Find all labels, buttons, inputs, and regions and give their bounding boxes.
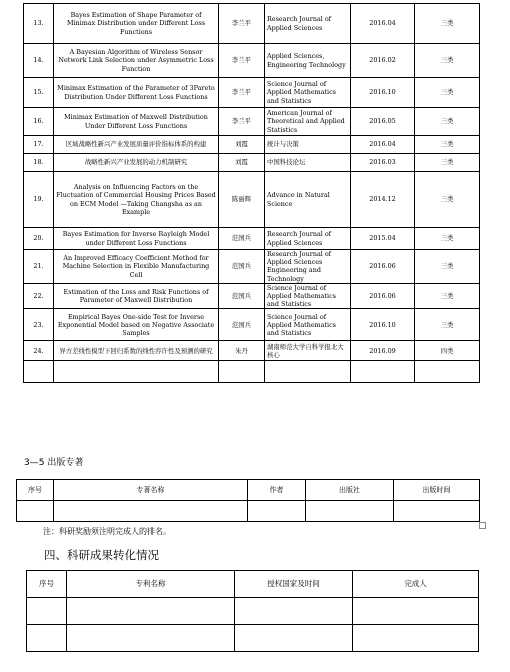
- paper-date: 2016.06: [351, 283, 415, 309]
- paper-date: 2014.12: [351, 172, 415, 228]
- paper-date: 2016.09: [351, 341, 415, 361]
- paper-rank: 三类: [415, 228, 480, 250]
- paper-date: 2015.04: [351, 228, 415, 250]
- empty-cell: [54, 501, 248, 522]
- empty-cell: [27, 625, 67, 652]
- paper-author: 陈丽辉: [219, 172, 265, 228]
- paper-rank: 三类: [415, 78, 480, 108]
- paper-journal: Applied Sciences, Engineering Technology: [265, 44, 351, 78]
- header-no: 序号: [27, 571, 67, 598]
- paper-journal: Advance in Natural Science: [265, 172, 351, 228]
- empty-cell: [54, 361, 219, 383]
- paper-row: [24, 228, 480, 250]
- paper-rank: 四类: [415, 341, 480, 361]
- paper-journal: 中国科技论坛: [265, 154, 351, 172]
- paper-number: 14.: [24, 44, 54, 78]
- paper-date: 2016.06: [351, 250, 415, 284]
- paper-author: 范国兵: [219, 309, 265, 341]
- paper-row: [24, 78, 480, 108]
- paper-number: 22.: [24, 283, 54, 309]
- paper-author: 李兰平: [219, 108, 265, 136]
- paper-date: 2016.03: [351, 154, 415, 172]
- paper-journal: Science Journal of Applied Mathematics and Statistics: [265, 309, 351, 341]
- paper-title: 战略性新兴产业发展的动力机制研究: [54, 154, 219, 172]
- paper-title: Estimation of the Loss and Risk Functions of Parameter of Maxwell Distribution: [54, 283, 219, 309]
- paper-rank: 三类: [415, 309, 480, 341]
- paper-row: [24, 283, 480, 309]
- empty-cell: [235, 598, 353, 625]
- empty-cell: [219, 361, 265, 383]
- monographs-table: [16, 479, 480, 522]
- paper-empty-row: [24, 361, 480, 383]
- paper-title: A Bayesian Algorithm of Wireless Sensor Network Link Selection under Asymmetric Loss Function: [54, 44, 219, 78]
- section-4-title: 四、科研成果转化情况: [44, 548, 159, 562]
- paper-number: 23.: [24, 309, 54, 341]
- empty-cell: [248, 501, 306, 522]
- paper-number: 18.: [24, 154, 54, 172]
- header-country-time: 授权国家及时间: [235, 571, 353, 598]
- paper-author: 刘霞: [219, 136, 265, 154]
- paper-author: 范国兵: [219, 228, 265, 250]
- paper-author: 范国兵: [219, 283, 265, 309]
- paper-number: 19.: [24, 172, 54, 228]
- header-author: 作者: [248, 480, 306, 501]
- transfer-empty-row: [27, 625, 479, 652]
- paper-title: An Improved Efficacy Coefficient Method for Machine Selection in Flexible Manufacturing Cell: [54, 250, 219, 284]
- papers-table-body: [24, 4, 480, 383]
- paper-rank: 三类: [415, 108, 480, 136]
- paper-rank: 三类: [415, 250, 480, 284]
- paper-journal: 湖南师范大学自科学报北大核心: [265, 341, 351, 361]
- paper-date: 2016.04: [351, 136, 415, 154]
- empty-cell: [306, 501, 394, 522]
- paper-title: Bayes Estimation for Inverse Rayleigh Model under Different Loss Functions: [54, 228, 219, 250]
- paper-row: [24, 44, 480, 78]
- paper-rank: 三类: [415, 136, 480, 154]
- paper-title: 区域战略性新兴产业发展质量评价指标体系的构建: [54, 136, 219, 154]
- paper-row: [24, 108, 480, 136]
- paper-row: [24, 341, 480, 361]
- paper-row: [24, 309, 480, 341]
- empty-cell: [265, 361, 351, 383]
- paper-author: 李兰平: [219, 78, 265, 108]
- paper-number: 24.: [24, 341, 54, 361]
- paper-journal: Science Journal of Applied Mathematics and Statistics: [265, 78, 351, 108]
- paper-author: 刘霞: [219, 154, 265, 172]
- paper-journal: 统计与决策: [265, 136, 351, 154]
- header-no: 序号: [17, 480, 54, 501]
- empty-cell: [353, 625, 479, 652]
- empty-cell: [235, 625, 353, 652]
- transfer-header-row: [27, 571, 479, 598]
- paper-journal: Research Journal of Applied Sciences: [265, 4, 351, 44]
- paper-journal: Research Journal of Applied Sciences Engineering and Technology: [265, 250, 351, 284]
- paper-title: Bayes Estimation of Shape Parameter of Minimax Distribution under Different Loss Functions: [54, 4, 219, 44]
- transfer-table: [26, 570, 479, 652]
- paper-date: 2016.10: [351, 78, 415, 108]
- paper-rank: 三类: [415, 283, 480, 309]
- paper-title: Empirical Bayes One-side Test for Inverse Exponential Model based on Negative Associate Samples: [54, 309, 219, 341]
- paper-number: 21.: [24, 250, 54, 284]
- paper-title: Analysis on Influencing Factors on the Fluctuation of Commercial Housing Prices Based on ECM Model —Taking Changsha as an Example: [54, 172, 219, 228]
- paper-rank: 三类: [415, 44, 480, 78]
- transfer-empty-row: [27, 598, 479, 625]
- paper-date: 2016.05: [351, 108, 415, 136]
- paper-author: 李兰平: [219, 4, 265, 44]
- empty-cell: [27, 598, 67, 625]
- paper-author: 朱丹: [219, 341, 265, 361]
- paper-number: 13.: [24, 4, 54, 44]
- paper-row: [24, 172, 480, 228]
- header-press: 出版社: [306, 480, 394, 501]
- paper-author: 范国兵: [219, 250, 265, 284]
- papers-table: [23, 3, 480, 383]
- paper-date: 2016.02: [351, 44, 415, 78]
- header-patent-name: 专利名称: [67, 571, 235, 598]
- table-resize-handle[interactable]: [479, 522, 486, 529]
- paper-row: [24, 250, 480, 284]
- header-completed-by: 完成人: [353, 571, 479, 598]
- paper-rank: 三类: [415, 4, 480, 44]
- paper-title: Minimax Estimation of Maxwell Distribution Under Different Loss Functions: [54, 108, 219, 136]
- monographs-empty-row: [17, 501, 480, 522]
- paper-title: 异方差线性模型下回归系数的线性容许性及预测的研究: [54, 341, 219, 361]
- paper-number: 20.: [24, 228, 54, 250]
- paper-journal: Science Journal of Applied Mathematics and Statistics: [265, 283, 351, 309]
- empty-cell: [67, 625, 235, 652]
- paper-title: Minimax Estimation of the Parameter of 3Pareto Distribution Under Different Loss Functions: [54, 78, 219, 108]
- empty-cell: [17, 501, 54, 522]
- paper-author: 李兰平: [219, 44, 265, 78]
- paper-rank: 三类: [415, 172, 480, 228]
- empty-cell: [394, 501, 480, 522]
- empty-cell: [67, 598, 235, 625]
- monographs-header-row: [17, 480, 480, 501]
- awards-note: 注：科研奖励须注明完成人的排名。: [43, 527, 171, 536]
- paper-row: [24, 4, 480, 44]
- paper-date: 2016.10: [351, 309, 415, 341]
- empty-cell: [415, 361, 480, 383]
- paper-number: 17.: [24, 136, 54, 154]
- header-pub-date: 出版时间: [394, 480, 480, 501]
- paper-rank: 三类: [415, 154, 480, 172]
- empty-cell: [351, 361, 415, 383]
- paper-journal: American Journal of Theoretical and Applied Statistics: [265, 108, 351, 136]
- section-3-5-title: 3—5 出版专著: [24, 458, 84, 468]
- header-book-name: 专著名称: [54, 480, 248, 501]
- paper-number: 15.: [24, 78, 54, 108]
- paper-row: [24, 136, 480, 154]
- empty-cell: [353, 598, 479, 625]
- paper-journal: Research Journal of Applied Sciences: [265, 228, 351, 250]
- paper-date: 2016.04: [351, 4, 415, 44]
- paper-number: 16.: [24, 108, 54, 136]
- paper-row: [24, 154, 480, 172]
- empty-cell: [24, 361, 54, 383]
